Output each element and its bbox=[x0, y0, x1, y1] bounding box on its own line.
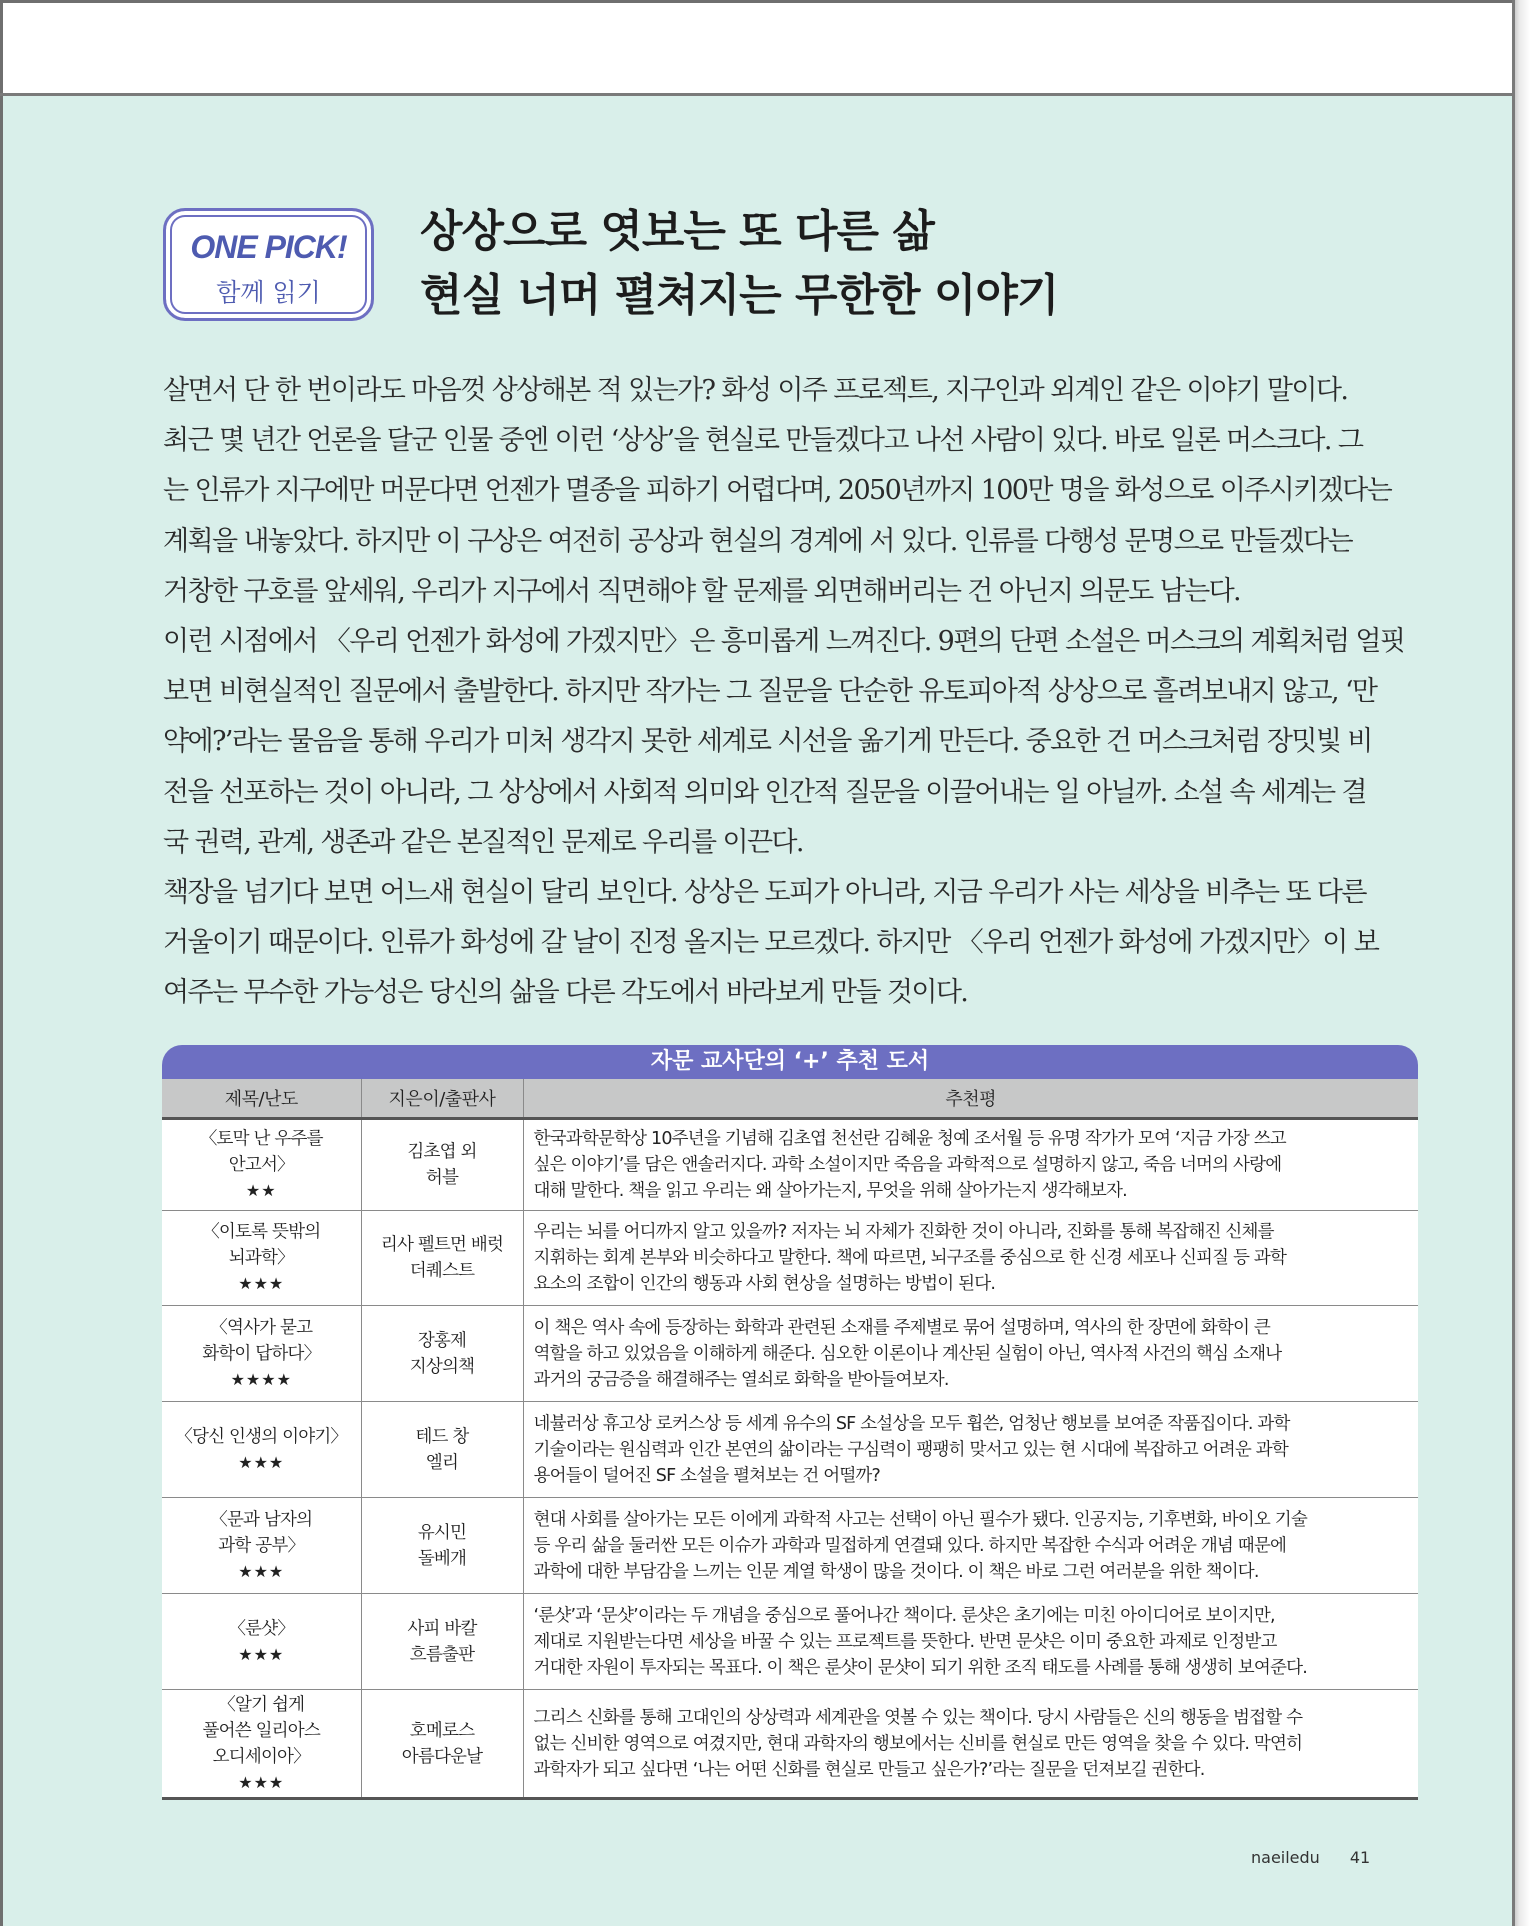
publisher-name: 지상의책 bbox=[409, 1356, 475, 1377]
review-line: 그리스 신화를 통해 고대인의 상상력과 세계관을 엿볼 수 있는 책이다. 당시 사람들은 신의 행동을 범접할 수 bbox=[533, 1707, 1303, 1728]
book-title-cell bbox=[162, 1119, 361, 1211]
author-name: 김초엽 외 bbox=[407, 1142, 477, 1162]
review-line: 네뷸러상 휴고상 로커스상 등 세계 유수의 SF 소설상을 모두 휩쓴, 엄청난 행보를 보여준 작품집이다. 과학 bbox=[533, 1413, 1290, 1434]
body-line: 거창한 구호를 앞세워, 우리가 지구에서 직면해야 할 문제를 외면해버리는 건 아닌지 의문도 남는다. bbox=[163, 575, 1241, 607]
book-title-cell bbox=[162, 1498, 361, 1594]
body-line: 계획을 내놓았다. 하지만 이 구상은 여전히 공상과 현실의 경계에 서 있다. 인류를 다행성 문명으로 만들겠다는 bbox=[163, 525, 1352, 557]
difficulty-stars: ★★★ bbox=[238, 1561, 285, 1581]
header-title: 제목/난도 bbox=[162, 1079, 361, 1119]
difficulty-stars: ★★★★ bbox=[230, 1369, 292, 1389]
difficulty-stars: ★★★ bbox=[238, 1452, 285, 1472]
book-title-line: 〈문과 남자의 bbox=[210, 1509, 313, 1530]
difficulty-stars: ★★ bbox=[245, 1181, 277, 1200]
review-line: ‘룬샷’과 ‘문샷’이라는 두 개념을 중심으로 풀어나간 책이다. 룬샷은 초기에는 미친 아이디어로 보이지만, bbox=[533, 1605, 1275, 1626]
table-row bbox=[162, 1119, 1418, 1211]
author-name: 테드 창 bbox=[415, 1426, 469, 1447]
publisher-name: 허블 bbox=[425, 1168, 459, 1188]
book-title-line: 뇌과학〉 bbox=[228, 1248, 294, 1268]
book-title-cell bbox=[162, 1594, 361, 1690]
book-title-line: 오디세이아〉 bbox=[212, 1746, 310, 1767]
table-row bbox=[162, 1594, 1418, 1690]
body-line: 보면 비현실적인 질문에서 출발한다. 하지만 작가는 그 질문을 단순한 유토피아적 상상으로 흘려보내지 않고, ‘만 bbox=[163, 676, 1377, 708]
body-line: 이런 시점에서 〈우리 언젠가 화성에 가겠지만〉은 흥미롭게 느껴진다. 9편의 단편 소설은 머스크의 계획처럼 얼핏 bbox=[163, 626, 1405, 658]
one-pick-badge bbox=[163, 208, 374, 321]
author-cell bbox=[361, 1594, 523, 1690]
body-line: 거울이기 때문이다. 인류가 화성에 갈 날이 진정 올지는 모르겠다. 하지만 〈우리 언젠가 화성에 가겠지만〉이 보 bbox=[163, 927, 1379, 959]
book-title-line: 〈당신 인생의 이야기〉 bbox=[175, 1426, 348, 1447]
difficulty-stars: ★★★ bbox=[238, 1772, 285, 1792]
table-row bbox=[162, 1402, 1418, 1498]
review-line: 과거의 궁금증을 해결해주는 열쇠로 화학을 받아들여보자. bbox=[533, 1369, 949, 1390]
book-title-line: 안고서〉 bbox=[228, 1155, 294, 1175]
publisher-name: 돌베개 bbox=[417, 1548, 467, 1569]
book-title-line: 과학 공부〉 bbox=[218, 1535, 305, 1556]
table-row bbox=[162, 1306, 1418, 1402]
difficulty-stars: ★★★ bbox=[238, 1274, 285, 1293]
footer-brand: naeiledu bbox=[1251, 1848, 1320, 1867]
review-line: 역할을 하고 있었음을 이해하게 해준다. 심오한 이론이나 계산된 실험이 아닌, 역사적 사건의 핵심 소재나 bbox=[533, 1343, 1282, 1364]
review-cell bbox=[523, 1402, 1418, 1498]
headline-line: 상상으로 엿보는 또 다른 삶 bbox=[420, 206, 934, 257]
book-title-line: 〈알기 쉽게 bbox=[218, 1694, 305, 1715]
publisher-name: 아름다운날 bbox=[401, 1746, 483, 1767]
author-cell bbox=[361, 1498, 523, 1594]
review-line: 지휘하는 회계 본부와 비슷하다고 말한다. 책에 따르면, 뇌구조를 중심으로 한 신경 세포나 신피질 등 과학 bbox=[533, 1248, 1287, 1268]
review-line: 현대 사회를 살아가는 모든 이에게 과학적 사고는 선택이 아닌 필수가 됐다. 인공지능, 기후변화, 바이오 기술 bbox=[533, 1509, 1307, 1530]
page-number: 41 bbox=[1349, 1848, 1371, 1867]
header-author: 지은이/출판사 bbox=[361, 1079, 523, 1119]
review-line: 요소의 조합이 인간의 행동과 사회 현상을 설명하는 방법이 된다. bbox=[533, 1274, 996, 1294]
body-line: 약에?’라는 물음을 통해 우리가 미처 생각지 못한 세계로 시선을 옮기게 만든다. 중요한 건 머스크처럼 장밋빛 비 bbox=[163, 726, 1372, 758]
author-name: 장홍제 bbox=[417, 1330, 467, 1351]
review-cell bbox=[523, 1690, 1418, 1799]
book-title-line: 〈이토록 뜻밖의 bbox=[202, 1222, 321, 1242]
review-cell bbox=[523, 1594, 1418, 1690]
author-cell bbox=[361, 1119, 523, 1211]
book-table bbox=[162, 1079, 1418, 1800]
publisher-name: 엘리 bbox=[425, 1452, 459, 1473]
book-title-cell bbox=[162, 1402, 361, 1498]
recommendation-table bbox=[162, 1045, 1418, 1800]
review-line: 없는 신비한 영역으로 여겼지만, 현대 과학자의 행보에서는 신비를 현실로 만든 영역을 찾을 수 있다. 막연히 bbox=[533, 1733, 1303, 1754]
author-cell bbox=[361, 1402, 523, 1498]
review-cell bbox=[523, 1306, 1418, 1402]
review-line: 거대한 자원이 투자되는 목표다. 이 책은 룬샷이 문샷이 되기 위한 조직 태도를 사례를 통해 생생히 보여준다. bbox=[533, 1657, 1307, 1678]
review-line: 제대로 지원받는다면 세상을 바꿀 수 있는 프로젝트를 뜻한다. 반면 문샷은 이미 중요한 과제로 인정받고 bbox=[533, 1631, 1277, 1652]
body-line: 여주는 무수한 가능성은 당신의 삶을 다른 각도에서 바라보게 만들 것이다. bbox=[163, 977, 968, 1009]
page-footer bbox=[1251, 1848, 1370, 1867]
publisher-name: 흐름출판 bbox=[409, 1644, 475, 1665]
book-title-line: 화학이 답하다〉 bbox=[202, 1343, 321, 1364]
headline bbox=[420, 200, 1420, 328]
page-top-margin bbox=[0, 0, 1512, 95]
review-line: 용어들이 덜어진 SF 소설을 펼쳐보는 건 어떨까? bbox=[533, 1465, 881, 1486]
body-line: 는 인류가 지구에만 머문다면 언젠가 멸종을 피하기 어렵다며, 2050년까지 100만 명을 화성으로 이주시키겠다는 bbox=[163, 475, 1392, 507]
publisher-name: 더퀘스트 bbox=[409, 1261, 475, 1281]
author-name: 유시민 bbox=[417, 1522, 467, 1543]
author-name: 리사 펠트먼 배럿 bbox=[380, 1235, 504, 1255]
review-line: 한국과학문학상 10주년을 기념해 김초엽 천선란 김혜윤 청예 조서월 등 유명 작가가 모여 ‘지금 가장 쓰고 bbox=[533, 1129, 1286, 1149]
badge-title: ONE PICK! bbox=[190, 229, 347, 265]
book-title-line: 〈역사가 묻고 bbox=[210, 1317, 313, 1338]
difficulty-stars: ★★★ bbox=[238, 1644, 285, 1664]
body-line: 최근 몇 년간 언론을 달군 인물 중엔 이런 ‘상상’을 현실로 만들겠다고 나선 사람이 있다. 바로 일론 머스크다. 그 bbox=[163, 425, 1363, 457]
article-body bbox=[163, 366, 1418, 1019]
body-line: 전을 선포하는 것이 아니라, 그 상상에서 사회적 의미와 인간적 질문을 이끌어내는 일 아닐까. 소설 속 세계는 결 bbox=[163, 776, 1366, 808]
page-edge bbox=[1512, 0, 1530, 1926]
book-title-cell bbox=[162, 1306, 361, 1402]
header-review: 추천평 bbox=[523, 1079, 1418, 1119]
review-line: 기술이라는 원심력과 인간 본연의 삶이라는 구심력이 팽팽히 맞서고 있는 현 시대에 복잡하고 어려운 과학 bbox=[533, 1439, 1288, 1460]
book-title-line: 〈토막 난 우주를 bbox=[199, 1129, 323, 1149]
book-title-line: 풀어쓴 일리아스 bbox=[202, 1720, 320, 1741]
author-cell bbox=[361, 1690, 523, 1799]
review-line: 등 우리 삶을 둘러싼 모든 이슈가 과학과 밀접하게 연결돼 있다. 하지만 복잡한 수식과 어려운 개념 때문에 bbox=[533, 1535, 1287, 1556]
review-cell bbox=[523, 1211, 1418, 1306]
book-title-cell bbox=[162, 1211, 361, 1306]
book-title-cell bbox=[162, 1690, 361, 1799]
book-title-line: 〈룬샷〉 bbox=[228, 1618, 295, 1639]
review-line: 과학에 대한 부담감을 느끼는 인문 계열 학생이 많을 것이다. 이 책은 바로 그런 여러분을 위한 책이다. bbox=[533, 1561, 1259, 1582]
review-cell bbox=[523, 1119, 1418, 1211]
body-line: 책장을 넘기다 보면 어느새 현실이 달리 보인다. 상상은 도피가 아니라, 지금 우리가 사는 세상을 비추는 또 다른 bbox=[163, 877, 1366, 909]
table-row bbox=[162, 1498, 1418, 1594]
review-line: 우리는 뇌를 어디까지 알고 있을까? 저자는 뇌 자체가 진화한 것이 아니라, 진화를 통해 복잡해진 신체를 bbox=[533, 1222, 1274, 1242]
author-cell bbox=[361, 1211, 523, 1306]
review-line: 과학자가 되고 싶다면 ‘나는 어떤 신화를 현실로 만들고 싶은가?’라는 질문을 던져보길 권한다. bbox=[533, 1759, 1205, 1780]
table-caption: 자문 교사단의 ‘+’ 추천 도서 bbox=[162, 1045, 1418, 1079]
headline-line: 현실 너머 펼쳐지는 무한한 이야기 bbox=[420, 270, 1059, 321]
table-row bbox=[162, 1690, 1418, 1799]
table-row bbox=[162, 1211, 1418, 1306]
author-cell bbox=[361, 1306, 523, 1402]
review-line: 대해 말한다. 책을 읽고 우리는 왜 살아가는지, 무엇을 위해 살아가는지 생각해보자. bbox=[533, 1181, 1127, 1201]
badge-subtitle: 함께 읽기 bbox=[216, 278, 321, 307]
review-line: 싶은 이야기’를 담은 앤솔러지다. 과학 소설이지만 죽음을 과학적으로 설명하지 않고, 죽음 너머의 사랑에 bbox=[533, 1155, 1282, 1175]
author-name: 사피 바칼 bbox=[407, 1618, 477, 1639]
author-name: 호메로스 bbox=[409, 1720, 475, 1741]
review-line: 이 책은 역사 속에 등장하는 화학과 관련된 소재를 주제별로 묶어 설명하며, 역사의 한 장면에 화학이 큰 bbox=[533, 1317, 1271, 1338]
table-header-row bbox=[162, 1079, 1418, 1119]
review-cell bbox=[523, 1498, 1418, 1594]
body-line: 살면서 단 한 번이라도 마음껏 상상해본 적 있는가? 화성 이주 프로젝트, 지구인과 외계인 같은 이야기 말이다. bbox=[163, 375, 1348, 406]
body-line: 국 권력, 관계, 생존과 같은 본질적인 문제로 우리를 이끈다. bbox=[163, 826, 803, 858]
